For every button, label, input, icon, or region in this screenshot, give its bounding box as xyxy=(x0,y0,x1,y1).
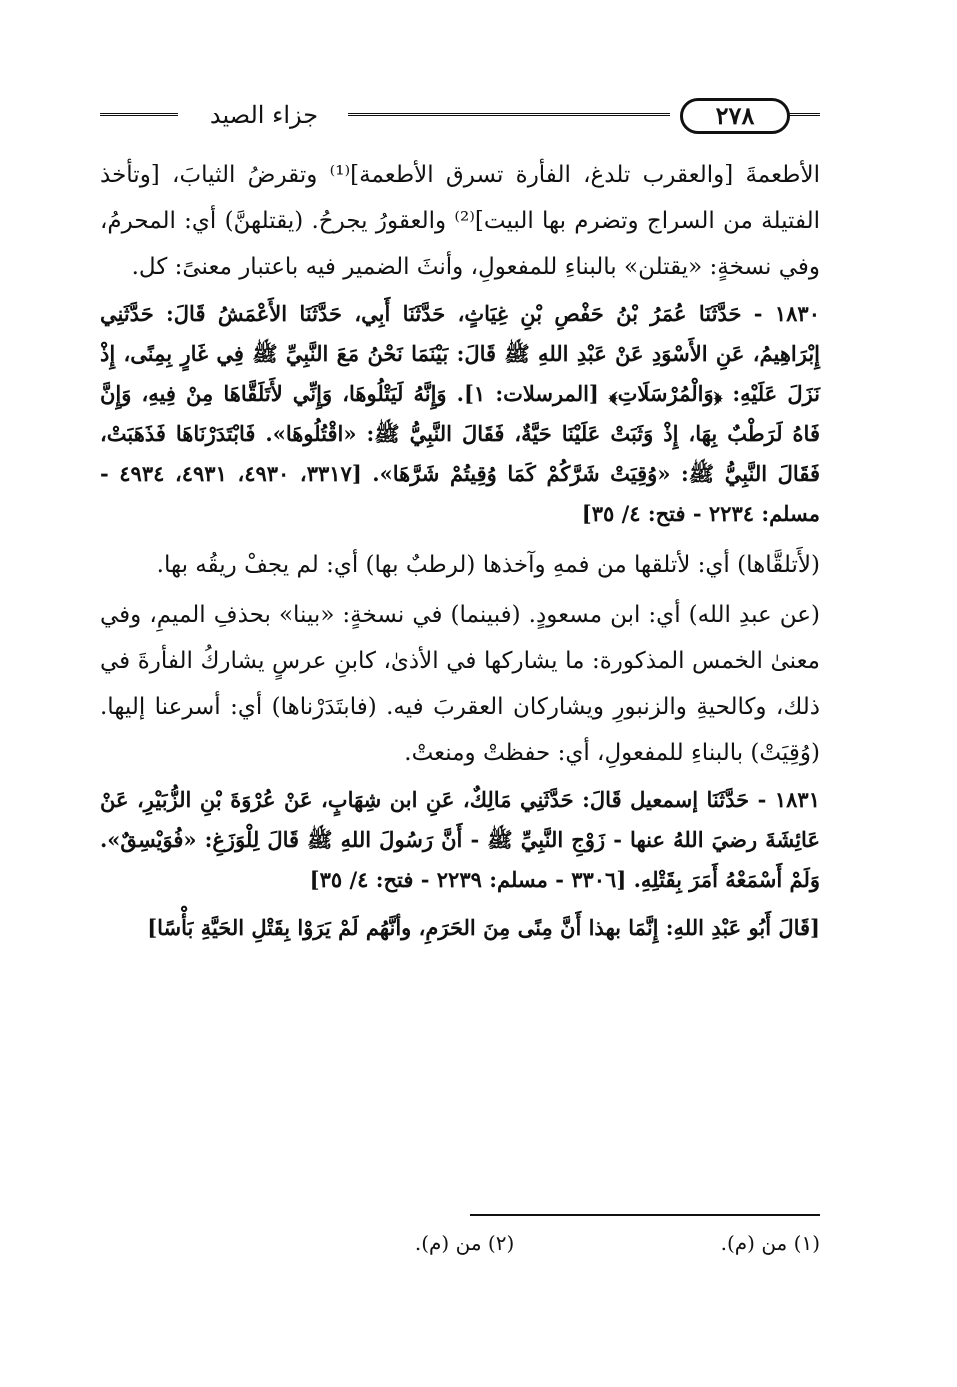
hadith-1830: ١٨٣٠ - حَدَّثَنَا عُمَرُ بْنُ حَفْصِ بْنِ غِيَاثٍ، حَدَّثَنَا أَبِي، حَدَّثَنَا الأَعْمَشُ قَالَ: حَدَّثَنِي إِبْرَاهِيمُ، عَنِ الأَسْوَدِ عَنْ عَبْدِ اللهِ ﷺ قَالَ: بَيْنَمَا نَحْنُ مَعَ النَّبِيِّ ﷺ فِي غَارٍ بِمِنًى، إِذْ نَزَلَ عَلَيْهِ: ﴿وَالْمُرْسَلَاتِ﴾ [المرسلات: ١]. وَإِنَّهُ لَيَتْلُوهَا، وَإِنِّي لأَتَلَقَّاهَا مِنْ فِيهِ، وَإِنَّ فَاهُ لَرَطْبٌ بِهَا، إِذْ وَثَبَتْ عَلَيْنَا حَيَّةٌ، فَقَالَ النَّبِيُّ ﷺ: «اقْتُلُوهَا». فَابْتَدَرْنَاهَا فَذَهَبَتْ، فَقَالَ النَّبِيُّ ﷺ: «وُقِيَتْ شَرَّكُمْ كَمَا وُقِيتُمْ شَرَّهَا». [٣٣١٧، ٤٩٣٠، ٤٩٣١، ٤٩٣٤ - مسلم: ٢٢٣٤ - فتح: ٤/ ٣٥] xyxy=(100,301,821,526)
page-number: ٢٧٨ xyxy=(680,98,790,134)
header-rule-right xyxy=(788,113,820,116)
hadith-1831: ١٨٣١ - حَدَّثَنَا إسمعيل قَالَ: حَدَّثَنِي مَالِكٌ، عَنِ ابن شِهَابٍ، عَنْ عُرْوَةَ بْنِ الزُّبَيْرِ، عَنْ عَائِشَةَ رضيَ اللهُ عنها - زَوْجِ النَّبِيِّ ﷺ - أَنَّ رَسُولَ اللهِ ﷺ قَالَ لِلْوَزَغِ: «فُوَيْسِقٌ». وَلَمْ أَسْمَعْهُ أَمَرَ بِقَتْلِهِ. [٣٣٠٦ - مسلم: ٢٢٣٩ - فتح: ٤/ ٣٥] xyxy=(100,787,820,892)
page-body xyxy=(100,152,820,956)
commentary-paragraph: الأطعمةَ [والعقرب تلدغ، الفأرة تسرق الأطعمة]⁽¹⁾ وتقرضُ الثيابَ، [وتأخذ الفتيلة من السراج وتضرم بها البيت]⁽²⁾ والعقورُ يجرحُ. (يقتلهنَّ) أي: المحرمُ، وفي نسخةٍ: «يقتلن» بالبناءِ للمفعولِ، وأنثَ الضمير فيه باعتبار معنىً: كل. xyxy=(100,162,820,280)
footnote-2: (٢) من (م). xyxy=(414,1231,515,1255)
commentary-paragraph: (لأَتلقَّاها) أي: لأتلقها من فمهِ وآخذها (لرطبٌ بها) أي: لم يجفْ ريقُه بها. xyxy=(156,552,820,578)
header-rule-left xyxy=(100,113,178,116)
commentary-paragraph: (عن عبدِ الله) أي: ابن مسعودٍ. (فبينما) في نسخةٍ: «بينا» بحذفِ الميمِ، وفي معنىٰ الخمس المذكورة: ما يشاركها في الأذىٰ، كابنِ عرسٍ يشاركُ الفأرةَ في ذلك، وكالحيةِ والزنبورِ ويشاركان العقربَ فيه. (فابتَدَرْناها) أي: أسرعنا إليها. (وُقِيَتْ) بالبناءِ للمفعولِ، أي: حفظتْ ومنعتْ. xyxy=(100,602,820,766)
header-rule-middle xyxy=(348,113,670,116)
abu-abdullah-note: [قَالَ أَبُو عَبْدِ اللهِ: إِنَّمَا بهذا أَنَّ مِنًى مِنَ الحَرَمِ، وأنَّهُم لَمْ يَرَوْا بِقَتْلِ الحَيَّةِ بَأْسًا] xyxy=(147,915,820,940)
page-header xyxy=(100,96,820,136)
running-title: جزاء الصيد xyxy=(209,101,319,129)
footnote-separator xyxy=(470,1214,820,1216)
footnotes xyxy=(100,1226,820,1262)
footnote-1: (١) من (م). xyxy=(720,1231,820,1255)
